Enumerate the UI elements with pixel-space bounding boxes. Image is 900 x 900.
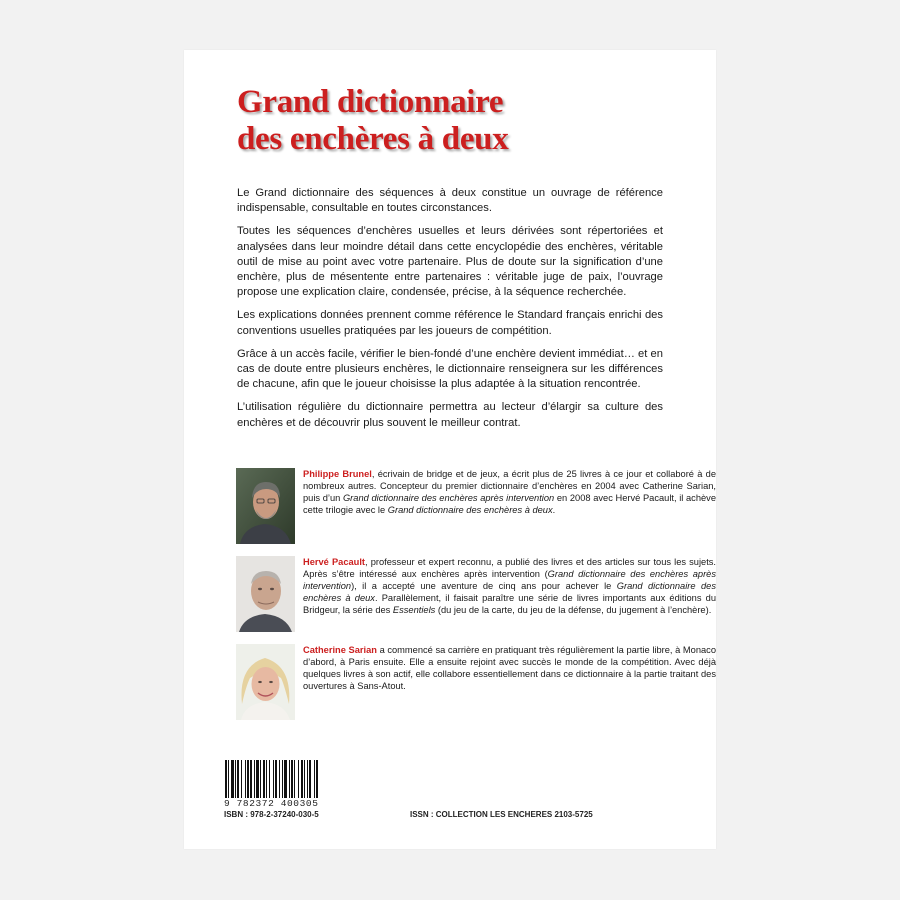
- barcode-bar: [266, 760, 267, 798]
- blurb-paragraph: Les explications données prennent comme référence le Standard français enrichi des conventions usuelles pratiquées par les joueurs de compétition.: [237, 309, 663, 337]
- barcode-bar: [301, 760, 303, 798]
- blurb-paragraph: Le Grand dictionnaire des séquences à deux constitue un ouvrage de référence indispensable, consultable en toutes circonstances.: [237, 187, 663, 215]
- barcode-bar: [316, 760, 318, 798]
- barcode-bar: [273, 760, 274, 798]
- book-reference: Grand dictionnaire des enchères après intervention: [303, 569, 716, 592]
- book-reference: Grand dictionnaire des enchères après intervention: [342, 493, 555, 504]
- barcode-bar: [263, 760, 265, 798]
- barcode-bar: [275, 760, 277, 798]
- author-bio-text: , écrivain de bridge et de jeux, a écrit plus de 25 livres à ce jour et collaboré à de nombreux autres. Concepteur du premier dictionnaire d’enchères en 2004 avec Catherine Sarian, puis d’un: [303, 469, 717, 504]
- author-bio: [303, 468, 716, 516]
- barcode-bar: [279, 760, 280, 798]
- author-bio-text: . Parallèlement, il faisait paraître une série de livres importants aux éditions du Bridgeur, la série des: [303, 593, 716, 616]
- book-title-line-2: des enchères à deux: [237, 121, 509, 157]
- author-name: Philippe Brunel: [303, 469, 372, 479]
- author-name: Catherine Sarian: [303, 645, 377, 655]
- barcode-bar: [254, 760, 255, 798]
- barcode-bar: [284, 760, 287, 798]
- barcode-bar: [260, 760, 261, 798]
- blurb: [237, 186, 663, 439]
- barcode: [224, 760, 342, 809]
- book-reference: Grand dictionnaire des enchères à deux: [303, 581, 716, 604]
- blurb-paragraph: Grâce à un accès facile, vérifier le bien-fondé d’une enchère devient immédiat… et en cas de doute entre plusieurs enchères, le dictionnaire renseignera sur les différences de chacune, afin que le joueur choisisse la plus adaptée à la situation rencontrée.: [237, 347, 663, 391]
- book-reference: Essentiels: [392, 605, 436, 616]
- blurb-paragraph: L’utilisation régulière du dictionnaire permettra au lecteur d’élargir sa culture des enchères et de découvrir plus souvent le meilleur contrat.: [237, 401, 663, 429]
- book-back-cover: [184, 50, 716, 849]
- author-name: Hervé Pacault: [303, 557, 366, 567]
- barcode-bar: [298, 760, 299, 798]
- barcode-bar: [269, 760, 270, 798]
- barcode-bar: [282, 760, 283, 798]
- author-photo: [236, 468, 295, 544]
- author-bio-text: a commencé sa carrière en pratiquant très régulièrement la partie libre, à Monaco d’abord, à Paris ensuite. Elle a ensuite rejoint avec succès le monde de la compétition. Avec déjà quelques livres à son actif, elle collabore essentiellement dans ce dictionnaire à la partie traitant des ouvertures à Sans-Atout.: [303, 645, 716, 692]
- barcode-bar: [307, 760, 308, 798]
- author-photo: [236, 556, 295, 632]
- barcode-bar: [250, 760, 252, 798]
- author-bio: [303, 556, 716, 616]
- barcode-bar: [231, 760, 234, 798]
- barcode-bar: [245, 760, 246, 798]
- barcode-bar: [289, 760, 290, 798]
- barcode-bar: [235, 760, 236, 798]
- author-bio-text: ), il a accepté une aventure de cinq ans pour achever le: [351, 581, 617, 592]
- author-photo: [236, 644, 295, 720]
- blurb-paragraph: Toutes les séquences d’enchères usuelles et leurs dérivées sont répertoriées et analysées dans leur moindre détail dans cette encyclopédie des enchères, véritable outil de mise au point avec votre partenaire. Plus de doute sur la signification d’une enchère, plus de mésentente entre partenaires : véritable juge de paix, l’ouvrage propose une explication claire, condensée, précise, à la séquence recherchée.: [237, 225, 663, 299]
- author-bio-text: .: [552, 505, 556, 516]
- book-title-line-1: Grand dictionnaire: [237, 84, 504, 120]
- barcode-bar: [241, 760, 242, 798]
- barcode-bar: [294, 760, 295, 798]
- barcode-bar: [256, 760, 259, 798]
- barcode-bar: [309, 760, 311, 798]
- book-title: [237, 84, 508, 158]
- barcode-bar: [228, 760, 229, 798]
- barcode-bar: [225, 760, 227, 798]
- author-bio-text: (du jeu de la carte, du jeu de la défense, du jugement à l’enchère).: [435, 605, 712, 616]
- barcode-digits: 9 782372 400305: [224, 798, 319, 809]
- book-reference: Grand dictionnaire des enchères à deux: [387, 505, 553, 516]
- barcode-bar: [247, 760, 249, 798]
- author-bio: [303, 644, 716, 692]
- issn: ISSN : COLLECTION LES ENCHERES 2103-5725: [410, 810, 593, 819]
- barcode-bar: [304, 760, 305, 798]
- isbn: ISBN : 978-2-37240-030-5: [224, 810, 319, 819]
- barcode-bars: [224, 760, 336, 798]
- barcode-bar: [291, 760, 293, 798]
- author-bio-text: , professeur et expert reconnu, a publié des livres et des articles sur tous les sujets. Après s’être intéressé aux enchères après intervention (: [303, 557, 717, 580]
- barcode-bar: [314, 760, 315, 798]
- barcode-bar: [237, 760, 239, 798]
- author-bio-text: en 2008 avec Hervé Pacault, il achève cette trilogie avec le: [303, 493, 716, 516]
